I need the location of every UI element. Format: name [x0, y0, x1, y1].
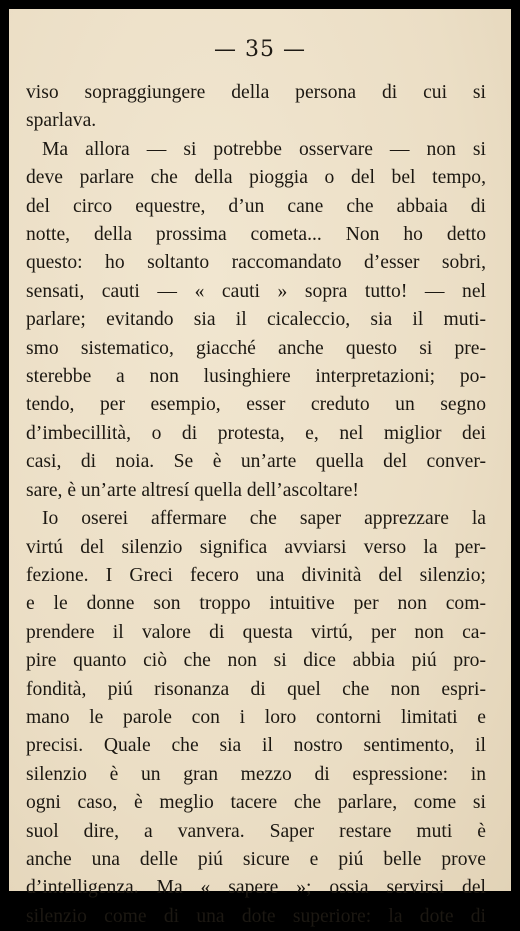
paragraph — [26, 136, 486, 505]
text-line: notte, della prossima cometa... Non ho detto — [26, 224, 486, 246]
paragraph — [26, 505, 486, 931]
text-line: precisi. Quale che sia il nostro sentimento, il — [26, 735, 486, 757]
text-line: sparlava. — [26, 110, 97, 132]
text-line: sensati, cauti — « cauti » sopra tutto! — nel — [26, 280, 486, 302]
text-line: casi, di noia. Se è un’arte quella del conver- — [26, 451, 486, 473]
text-line: mano le parole con i loro contorni limitati e — [26, 706, 486, 728]
text-line: sare, è un’arte altresí quella dell’ascoltare! — [26, 479, 359, 501]
book-page — [9, 9, 511, 927]
text-line: silenzio è un gran mezzo di espressione: in — [26, 763, 486, 785]
text-line: parlare; evitando sia il cicaleccio, sia il muti- — [26, 309, 486, 331]
text-line: pire quanto ciò che non si dice abbia piú pro- — [26, 650, 486, 672]
text-line: deve parlare che della pioggia o del bel tempo, — [26, 167, 486, 189]
text-line: Io oserei affermare che saper apprezzare la — [42, 508, 486, 530]
text-line: e le donne son troppo intuitive per non com- — [26, 593, 486, 615]
text-line: questo: ho soltanto raccomandato d’esser sobri, — [26, 252, 486, 274]
text-line: viso sopraggiungere della persona di cui si — [26, 82, 486, 103]
text-line: silenzio come di una dote superiore: la dote di — [26, 905, 486, 927]
text-line: tendo, per esempio, esser creduto un segno — [26, 394, 486, 416]
text-line: fezione. I Greci fecero una divinità del silenzio; — [26, 564, 486, 586]
text-line: d’intelligenza. Ma « sapere »; ossia servirsi del — [26, 877, 486, 899]
body-text — [26, 79, 486, 931]
text-line: ogni caso, è meglio tacere che parlare, come si — [26, 792, 486, 814]
text-line: fondità, piú risonanza di quel che non espri- — [26, 678, 486, 700]
page-number: — 35 — — [214, 37, 306, 62]
text-line: suol dire, a vanvera. Saper restare muti è — [26, 820, 486, 842]
text-line: sterebbe a non lusinghiere interpretazioni; po- — [26, 366, 486, 388]
text-line: d’imbecillità, o di protesta, e, nel miglior dei — [26, 422, 486, 444]
text-line: smo sistematico, giacché anche questo si pre- — [26, 337, 486, 359]
text-line: del circo equestre, d’un cane che abbaia di — [26, 195, 486, 217]
text-line: virtú del silenzio significa avviarsi verso la per- — [26, 536, 486, 558]
text-line: anche una delle piú sicure e piú belle prove — [26, 848, 486, 870]
text-line: prendere il valore di questa virtú, per non ca- — [26, 621, 486, 643]
text-line: Ma allora — si potrebbe osservare — non si — [42, 138, 486, 160]
paragraph — [26, 79, 486, 136]
